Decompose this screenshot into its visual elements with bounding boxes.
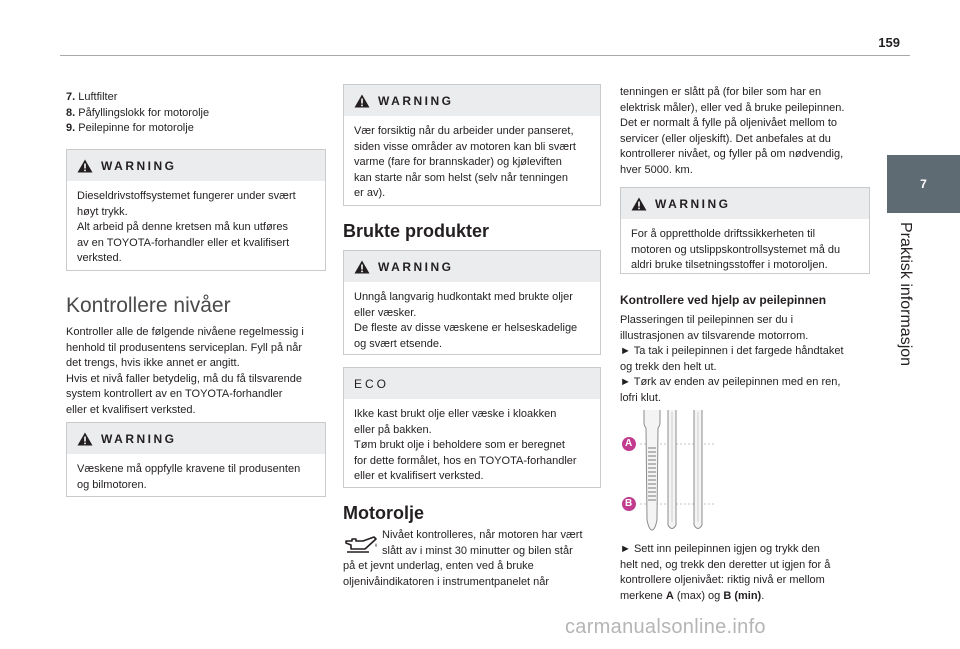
oil-can-icon [343, 534, 379, 559]
top-divider [60, 55, 910, 56]
list-item: 7. Luftfilter [66, 91, 118, 103]
eco-box [343, 367, 601, 488]
warning-triangle-icon [77, 159, 93, 173]
parts-list [66, 90, 326, 137]
list-item: 9. Peilepinne for motorolje [66, 122, 194, 134]
dipstick-diagram [620, 410, 720, 535]
warning-header: WARNING [621, 188, 869, 219]
warning-header: WARNING [67, 150, 325, 181]
warning-text: Vær forsiktig når du arbeider under panseret, siden visse områder av motoren kan bli svært varme (fare for brannskader) og kjøleviften kan starte når som helst (selv når tenningen er av). [354, 125, 576, 199]
mark-a-label: A [625, 438, 633, 449]
eco-header: ECO [344, 368, 600, 399]
chapter-tab[interactable]: 7 [887, 155, 960, 213]
warning-triangle-icon [354, 260, 370, 274]
watermark: carmanualsonline.info [565, 616, 766, 638]
oil-check-text: på et jevnt underlag, enten ved å bruke oljenivåindikatoren i instrumentpanelet når [343, 560, 550, 588]
warning-text: Dieseldrivstoffsystemet fungerer under svært høyt trykk. Alt arbeid på denne kretsen må kun utføres av en TOYOTA-forhandler eller et kvalifisert verksted. [77, 190, 296, 264]
warning-box-diesel [66, 149, 326, 271]
warning-box-additives [620, 187, 870, 274]
chapter-title: Praktisk informasjon [897, 222, 914, 367]
subheading-dipstick: Kontrollere ved hjelp av peilepinnen [620, 293, 827, 307]
list-item: 8. Påfyllingslokk for motorolje [66, 106, 210, 119]
warning-text: For å opprettholde driftssikkerheten til motoren og utslippskontrollsystemet må du aldri bruke tilsetningsstoffer i motoroljen. [631, 228, 841, 271]
warning-header: WARNING [67, 423, 325, 454]
warning-header: WARNING [344, 85, 600, 116]
warning-box-used-oil [343, 250, 601, 355]
section-heading-levels: Kontrollere nivåer [66, 294, 231, 317]
mark-b-label: B [625, 498, 633, 509]
warning-triangle-icon [631, 197, 647, 211]
oil-check-intro: Nivået kontrolleres, når motoren har vært slått av i minst 30 minutter og bilen står [382, 529, 583, 557]
warning-box-fluids [66, 422, 326, 497]
warning-text: Unngå langvarig hudkontakt med brukte oljer eller væsker. De fleste av disse væskene er helseskadelige og svært etsende. [354, 291, 578, 350]
dipstick-steps: Plasseringen til peilepinnen ser du i illustrasjonen av tilsvarende motorrom. ► Ta tak i peilepinnen i det fargede håndtaket og trekk den helt ut. ► Tørk av enden av peilepinnen med en ren, lofri klut. [620, 314, 844, 404]
warning-text: Væskene må oppfylle kravene til produsenten og bilmotoren. [77, 463, 301, 491]
warning-triangle-icon [77, 432, 93, 446]
eco-text: Ikke kast brukt olje eller væske i kloakken eller på bakken. Tøm brukt olje i beholdere som er beregnet for dette formålet, hos en TOYOTA-forhandler eller et kvalifisert verksted. [354, 408, 577, 482]
warning-box-bonnet [343, 84, 601, 206]
section-heading-used-products: Brukte produkter [343, 221, 490, 241]
warning-header: WARNING [344, 251, 600, 282]
levels-paragraph: Kontroller alle de følgende nivåene regelmessig i henhold til produsentens serviceplan. Fyll på når det trengs, hvis ikke annet er angitt. Hvis et nivå faller betydelig, må du få tilsvarende system kontrollert av en TOYOTA-forhandler eller et kvalifisert verksted. [66, 326, 304, 416]
warning-triangle-icon [354, 94, 370, 108]
section-heading-engine-oil: Motorolje [343, 503, 424, 523]
reinsert-instructions: ► Sett inn peilepinnen igjen og trykk den helt ned, og trekk den deretter ut igjen for å kontrollere oljenivået: riktig nivå er mellom merkene A (max) og B (min). [620, 543, 831, 602]
oil-paragraph: tenningen er slått på (for biler som har en elektrisk måler), eller ved å bruke peilepinnen. Det er normalt å fylle på oljenivået mellom to servicer (eller oljeskift). Det anbefales at du kontrollerer nivået, og fyller på om nødvendig, hver 5000. km. [620, 86, 845, 176]
page-number: 159 [878, 35, 900, 50]
